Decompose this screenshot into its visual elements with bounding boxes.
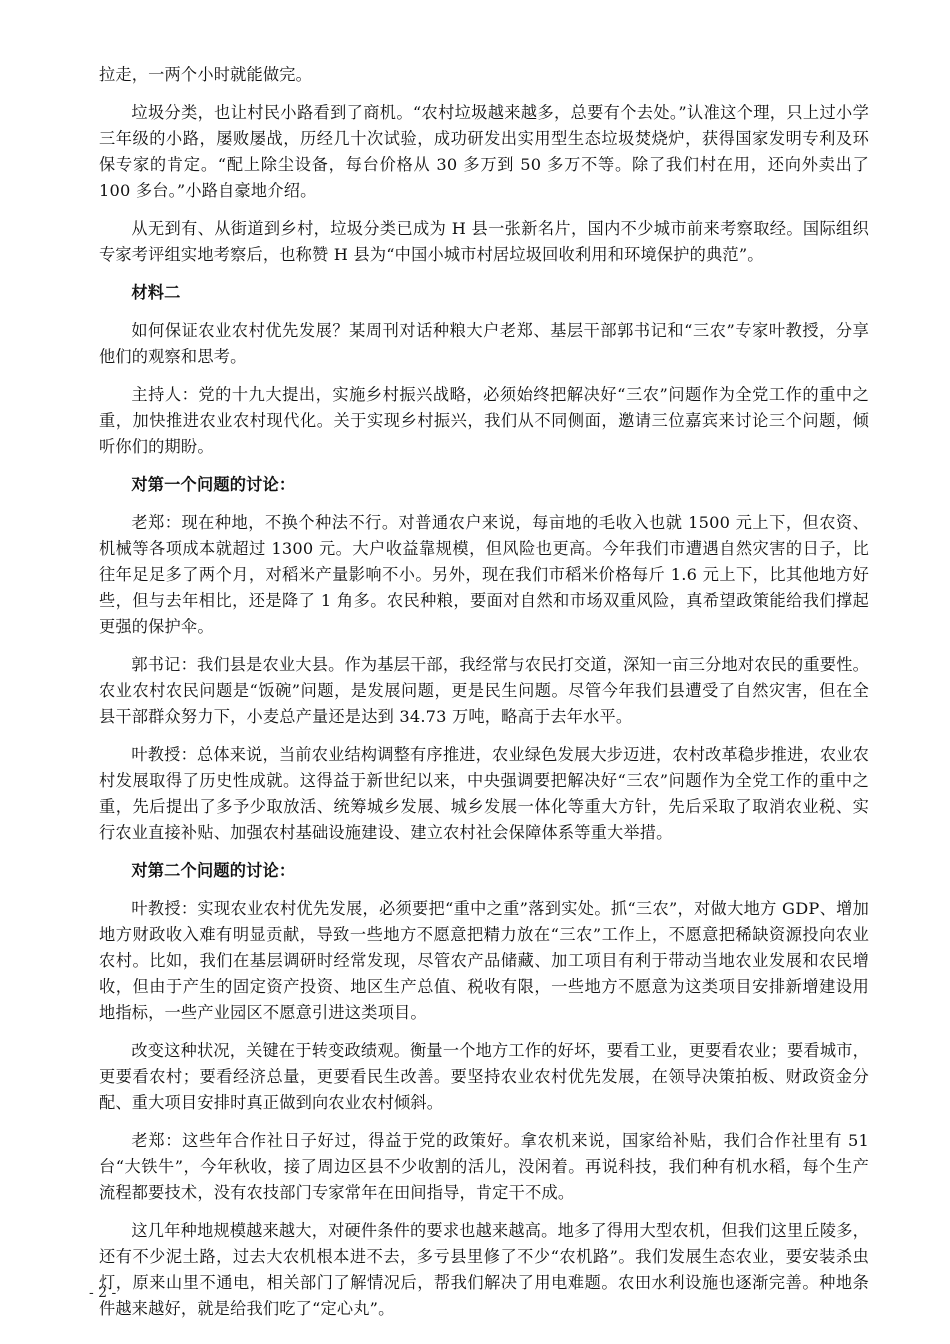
paragraph-guo-shuji: 郭书记：我们县是农业大县。作为基层干部，我经常与农民打交道，深知一亩三分地对农民的重要性。农业农村农民问题是“饭碗”问题，是发展问题，更是民生问题。尽管今年我们县遭受了自然灾害，但在全县干部群众努力下，小麦总产量还是达到 34.73 万吨，略高于去年水平。: [99, 655, 869, 726]
paragraph-intro: 如何保证农业农村优先发展？某周刊对话种粮大户老郑、基层干部郭书记和“三农”专家叶教授，分享他们的观察和思考。: [99, 321, 869, 366]
paragraph-continuation: 拉走，一两个小时就能做完。: [99, 65, 313, 84]
paragraph-lao-zheng-2: 老郑：这些年合作社日子好过，得益于党的政策好。拿农机来说，国家给补贴，我们合作社里有 51 台“大铁牛”，今年秋收，接了周边区县不少收割的活儿，没闲着。再说科技，我们种有机水稻，每个生产流程都要技术，没有农技部门专家常年在田间指导，肯定干不成。: [99, 1131, 869, 1202]
section-heading-material-two: 材料二: [131, 283, 181, 302]
document-body: [99, 62, 869, 1334]
paragraph-garbage-business: 垃圾分类，也让村民小路看到了商机。“农村垃圾越来越多，总要有个去处。”认准这个理，只上过小学三年级的小路，屡败屡战，历经几十次试验，成功研发出实用型生态垃圾焚烧炉，获得国家发明专利及环保专家的肯定。“配上除尘设备，每台价格从 30 多万到 50 多万不等。除了我们村在用，还向外卖出了 100 多台。”小路自豪地介绍。: [99, 103, 869, 200]
paragraph-host: 主持人：党的十九大提出，实施乡村振兴战略，必须始终把解决好“三农”问题作为全党工作的重中之重，加快推进农业农村现代化。关于实现乡村振兴，我们从不同侧面，邀请三位嘉宾来讨论三个问题，倾听你们的期盼。: [99, 385, 869, 456]
paragraph-lao-zheng-1: 老郑：现在种地，不换个种法不行。对普通农户来说，每亩地的毛收入也就 1500 元上下，但农资、机械等各项成本就超过 1300 元。大户收益靠规模，但风险也更高。今年我们市遭遇自然灾害的日子，比往年足足多了两个月，对稻米产量影响不小。另外，现在我们市稻米价格每斤 1.6 元上下，比其他地方好些，但与去年相比，还是降了 1 角多。农民种粮，要面对自然和市场双重风险，真希望政策能给我们撑起更强的保护伞。: [99, 513, 869, 636]
section-heading-question-one: 对第一个问题的讨论：: [131, 475, 296, 494]
paragraph-county-card: 从无到有、从街道到乡村，垃圾分类已成为 H 县一张新名片，国内不少城市前来考察取经。国际组织专家考评组实地考察后，也称赞 H 县为“中国小城市村居垃圾回收利用和环境保护的典范”。: [99, 219, 869, 264]
section-heading-question-two: 对第二个问题的讨论：: [131, 861, 296, 880]
paragraph-ye-jiaoshou-2: 叶教授：实现农业农村优先发展，必须要把“重中之重”落到实处。抓“三农”，对做大地方 GDP、增加地方财政收入难有明显贡献，导致一些地方不愿意把精力放在“三农”工作上，不愿意把稀缺资源投向农业农村。比如，我们在基层调研时经常发现，尽管农产品储藏、加工项目有利于带动当地农业发展和农民增收，但由于产生的固定资产投资、地区生产总值、税收有限，一些地方不愿意为这类项目安排新增建设用地指标，一些产业园区不愿意引进这类项目。: [99, 899, 869, 1022]
paragraph-lao-zheng-3: 这几年种地规模越来越大，对硬件条件的要求也越来越高。地多了得用大型农机，但我们这里丘陵多，还有不少泥土路，过去大农机根本进不去，多亏县里修了不少“农机路”。我们发展生态农业，要安装杀虫灯，原来山里不通电，相关部门了解情况后，帮我们解决了用电难题。农田水利设施也逐渐完善。种地条件越来越好，就是给我们吃了“定心丸”。: [99, 1221, 869, 1318]
paragraph-performance-view: 改变这种状况，关键在于转变政绩观。衡量一个地方工作的好坏，要看工业，更要看农业；要看城市，更要看农村；要看经济总量，更要看民生改善。要坚持农业农村优先发展，在领导决策拍板、财政资金分配、重大项目安排时真正做到向农业农村倾斜。: [99, 1041, 869, 1112]
paragraph-ye-jiaoshou-1: 叶教授：总体来说，当前农业结构调整有序推进，农业绿色发展大步迈进，农村改革稳步推进，农业农村发展取得了历史性成就。这得益于新世纪以来，中央强调要把解决好“三农”问题作为全党工作的重中之重，先后提出了多予少取放活、统筹城乡发展、城乡发展一体化等重大方针，先后采取了取消农业税、实行农业直接补贴、加强农村基础设施建设、建立农村社会保障体系等重大举措。: [99, 745, 869, 842]
page-number: - 2 -: [89, 1285, 117, 1301]
